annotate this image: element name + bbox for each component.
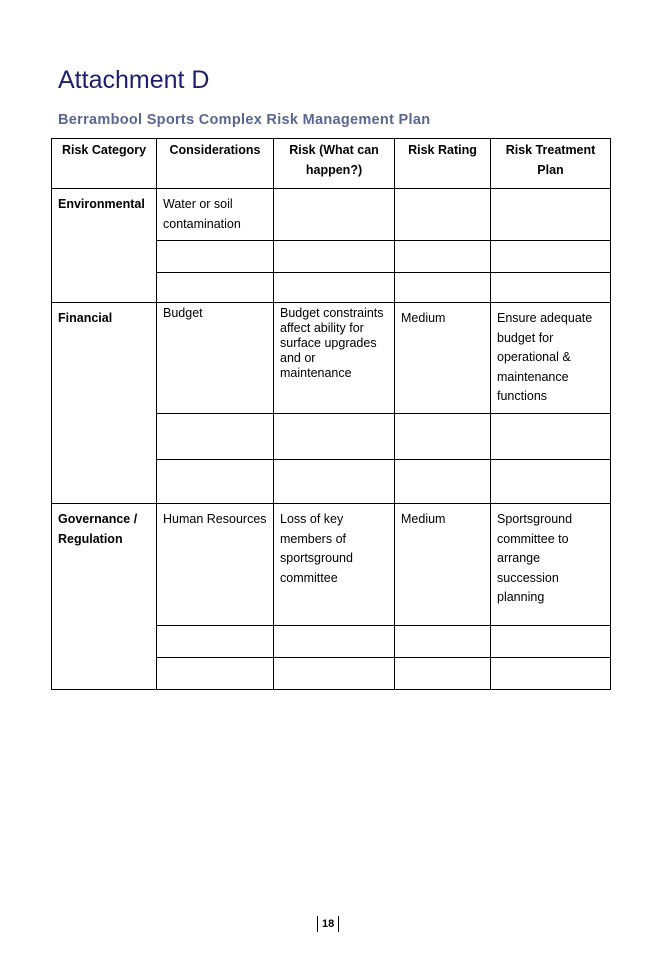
risk-cell (274, 273, 395, 303)
rating-cell (395, 189, 491, 241)
header-considerations: Considerations (157, 139, 274, 189)
considerations-cell (157, 273, 274, 303)
considerations-cell (157, 658, 274, 690)
risk-cell (274, 241, 395, 273)
risk-cell (274, 189, 395, 241)
page-title: Attachment D (58, 66, 210, 94)
considerations-cell: Human Resources (157, 504, 274, 626)
rating-cell (395, 241, 491, 273)
considerations-cell (157, 414, 274, 460)
treatment-cell (491, 460, 611, 504)
header-risk: Risk (What can happen?) (274, 139, 395, 189)
table-row (52, 189, 611, 241)
rating-cell (395, 414, 491, 460)
considerations-cell (157, 626, 274, 658)
treatment-cell (491, 241, 611, 273)
treatment-cell: Ensure adequate budget for operational & maintenance functions (491, 303, 611, 414)
treatment-cell (491, 189, 611, 241)
category-cell: Governance / Regulation (52, 504, 157, 690)
considerations-cell: Water or soil contamination (157, 189, 274, 241)
table-row (52, 303, 611, 414)
treatment-cell: Sportsground committee to arrange succession planning (491, 504, 611, 626)
considerations-cell: Budget (157, 303, 274, 414)
risk-cell (274, 414, 395, 460)
considerations-cell (157, 460, 274, 504)
risk-cell (274, 626, 395, 658)
risk-cell: Budget constraints affect ability for surface upgrades and or maintenance (274, 303, 395, 414)
rating-cell (395, 658, 491, 690)
table-row (52, 504, 611, 626)
header-risk-rating: Risk Rating (395, 139, 491, 189)
risk-cell: Loss of key members of sportsground committee (274, 504, 395, 626)
header-risk-category: Risk Category (52, 139, 157, 189)
treatment-cell (491, 658, 611, 690)
risk-management-table (51, 138, 611, 690)
treatment-cell (491, 414, 611, 460)
considerations-cell (157, 241, 274, 273)
risk-cell (274, 460, 395, 504)
rating-cell (395, 460, 491, 504)
risk-cell (274, 658, 395, 690)
plan-subtitle: Berrambool Sports Complex Risk Management Plan (58, 112, 431, 128)
page-number: 18 (317, 916, 339, 932)
category-cell: Financial (52, 303, 157, 504)
rating-cell (395, 626, 491, 658)
treatment-cell (491, 626, 611, 658)
rating-cell (395, 273, 491, 303)
category-cell: Environmental (52, 189, 157, 303)
rating-cell: Medium (395, 504, 491, 626)
table-header-row (52, 139, 611, 189)
rating-cell: Medium (395, 303, 491, 414)
treatment-cell (491, 273, 611, 303)
header-treatment-plan: Risk Treatment Plan (491, 139, 611, 189)
